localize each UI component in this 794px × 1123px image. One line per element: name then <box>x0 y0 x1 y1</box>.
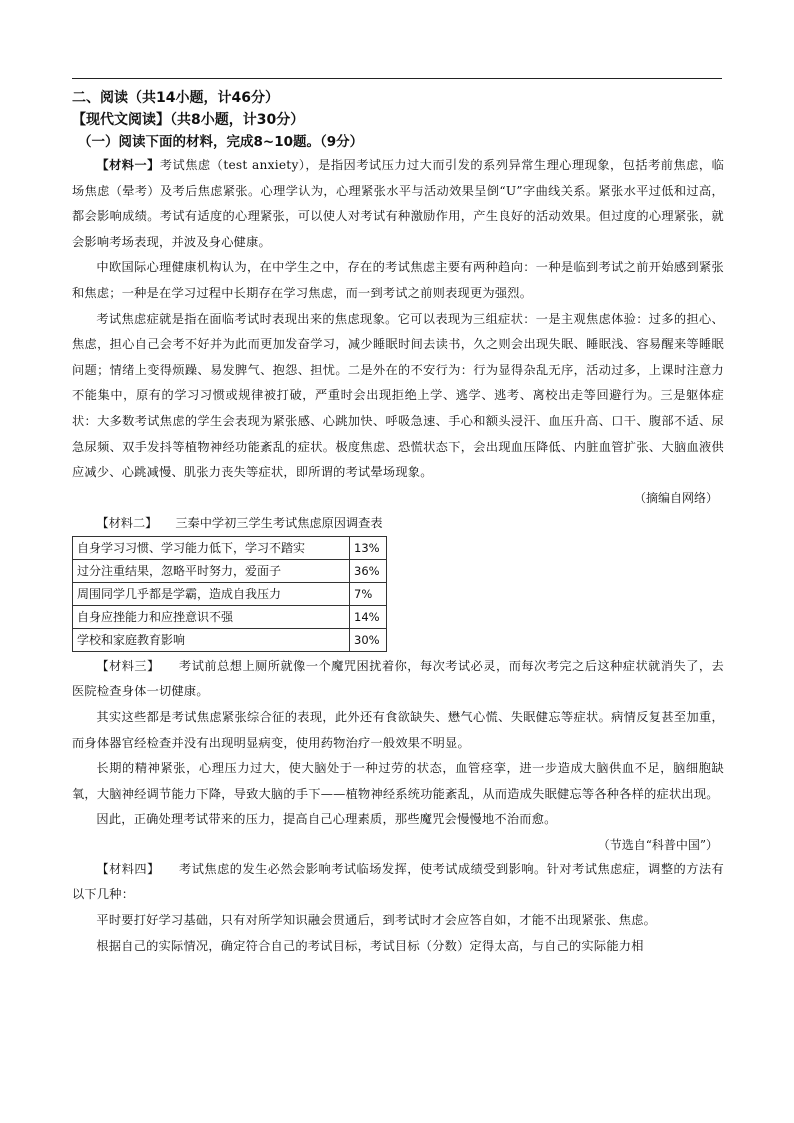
material-label: 【材料三】 <box>96 658 154 673</box>
paragraph-text: 考试前总想上厕所就像一个魔咒困扰着你，每次考试必灵，而每次考完之后这种症状就消失了，去医院检查身体一切健康。 <box>72 658 724 699</box>
table-row <box>73 536 387 559</box>
paragraph <box>72 153 724 255</box>
paragraph: 考试焦虑症就是指在面临考试时表现出来的焦虑现象。它可以表现为三组症状：一是主观焦虑体验：过多的担心、焦虑，担心自己会考不好并为此而更加发奋学习，减少睡眠时间去读书，久之则会出现失眠、睡眠浅、容易醒来等睡眠问题；情绪上变得烦躁、易发脾气、抱怨、担忧。二是外在的不安行为：行为显得杂乱无序，活动过多，上课时注意力不能集中，原有的学习习惯或规律被打破，严重时会出现拒绝上学、逃学、逃考、离校出走等回避行为。三是躯体症状：大多数考试焦虑的学生会表现为紧张感、心跳加快、呼吸急速、手心和额头浸汗、血压升高、口干、腹部不适、尿急尿频、双手发抖等植物神经功能紊乱的症状。极度焦虑、恐慌状态下，会出现血压降低、内脏血管扩张、大脑血液供应减少、心跳减慢、肌张力丧失等症状，即所谓的考试晕场现象。 <box>72 311 724 480</box>
paragraph: 中欧国际心理健康机构认为，在中学生之中，存在的考试焦虑主要有两种趋向：一种是临到考试之前开始感到紧张和焦虑；一种是在学习过程中长期存在学习焦虑，而一到考试之前则表现更为强烈。 <box>72 260 724 300</box>
material-label: 【材料四】 <box>96 861 154 876</box>
source-note: （摘编自网络） <box>633 490 718 505</box>
table-cell-percent: 14% <box>350 605 387 628</box>
material-label: 【材料二】 <box>96 515 158 530</box>
table-cell-percent: 36% <box>350 559 387 582</box>
material-two <box>72 510 724 652</box>
table-row <box>73 582 387 605</box>
paragraph <box>72 857 724 908</box>
part-instruction: （一）阅读下面的材料，完成8~10题。（9分） <box>78 134 364 150</box>
table-cell-reason: 自身应挫能力和应挫意识不强 <box>73 605 350 628</box>
table-title: 三秦中学初三学生考试焦虑原因调查表 <box>175 515 383 530</box>
material-three <box>72 654 724 857</box>
table-cell-percent: 7% <box>350 582 387 605</box>
paragraph <box>72 654 724 705</box>
table-cell-reason: 自身学习习惯、学习能力低下，学习不踏实 <box>73 536 350 559</box>
table-row <box>73 559 387 582</box>
table-cell-reason: 周围同学几乎都是学霸，造成自我压力 <box>73 582 350 605</box>
paragraph-text: 考试焦虑的发生必然会影响考试临场发挥，使考试成绩受到影响。针对考试焦虑症，调整的方法有以下几种： <box>72 861 724 902</box>
table-cell-reason: 学校和家庭教育影响 <box>73 628 350 651</box>
table-cell-percent: 30% <box>350 628 387 651</box>
table-row <box>73 628 387 651</box>
material-four <box>72 857 724 959</box>
header-rule <box>72 78 722 79</box>
table-cell-percent: 13% <box>350 536 387 559</box>
reading-section <box>72 87 724 959</box>
paragraph: 平时要打好学习基础，只有对所学知识融会贯通后，到考试时才会应答自如，才能不出现紧张、焦虑。 <box>96 913 657 928</box>
table-row <box>73 605 387 628</box>
source-note: （节选自“科普中国”） <box>597 837 718 852</box>
material-one <box>72 153 724 510</box>
section-subtitle: 【现代文阅读】（共8小题，计30分） <box>72 112 305 128</box>
table-cell-reason: 过分注重结果，忽略平时努力，爱面子 <box>73 559 350 582</box>
section-title: 二、阅读（共14小题，计46分） <box>72 90 279 106</box>
material-label: 【材料一】 <box>96 158 160 172</box>
paragraph: 长期的精神紧张，心理压力过大，使大脑处于一种过劳的状态，血管痉挛，进一步造成大脑供血不足，脑细胞缺氧，大脑神经调节能力下降，导致大脑的手下——植物神经系统功能紊乱，从而造成失眠健忘等各种各样的症状出现。 <box>72 761 724 801</box>
paragraph: 根据自己的实际情况，确定符合自己的考试目标，考试目标（分数）定得太高，与自己的实际能力相 <box>96 938 644 953</box>
survey-table <box>72 536 387 652</box>
table-caption <box>72 510 724 536</box>
paragraph: 其实这些都是考试焦虑紧张综合征的表现，此外还有食欲缺失、懋气心慌、失眠健忘等症状。病情反复甚至加重，而身体器官经检查并没有出现明显病变，使用药物治疗一般效果不明显。 <box>72 709 724 750</box>
paragraph: 因此，正确处理考试带来的压力，提高自己心理素质，那些魔咒会慢慢地不治而愈。 <box>96 812 557 827</box>
paragraph-text: 考试焦虑（test anxiety），是指因考试压力过大而引发的系列异常生理心理现象，包括考前焦虑，临场焦虑（晕考）及考后焦虑紧张。心理学认为，心理紧张水平与活动效果呈倒“U”字曲线关系。紧张水平过低和过高，都会影响成绩。考试有适度的心理紧张，可以使人对考试有种激励作用，产生良好的活动效果。但过度的心理紧张，就会影响考场表现，并波及身心健康。 <box>72 158 725 249</box>
